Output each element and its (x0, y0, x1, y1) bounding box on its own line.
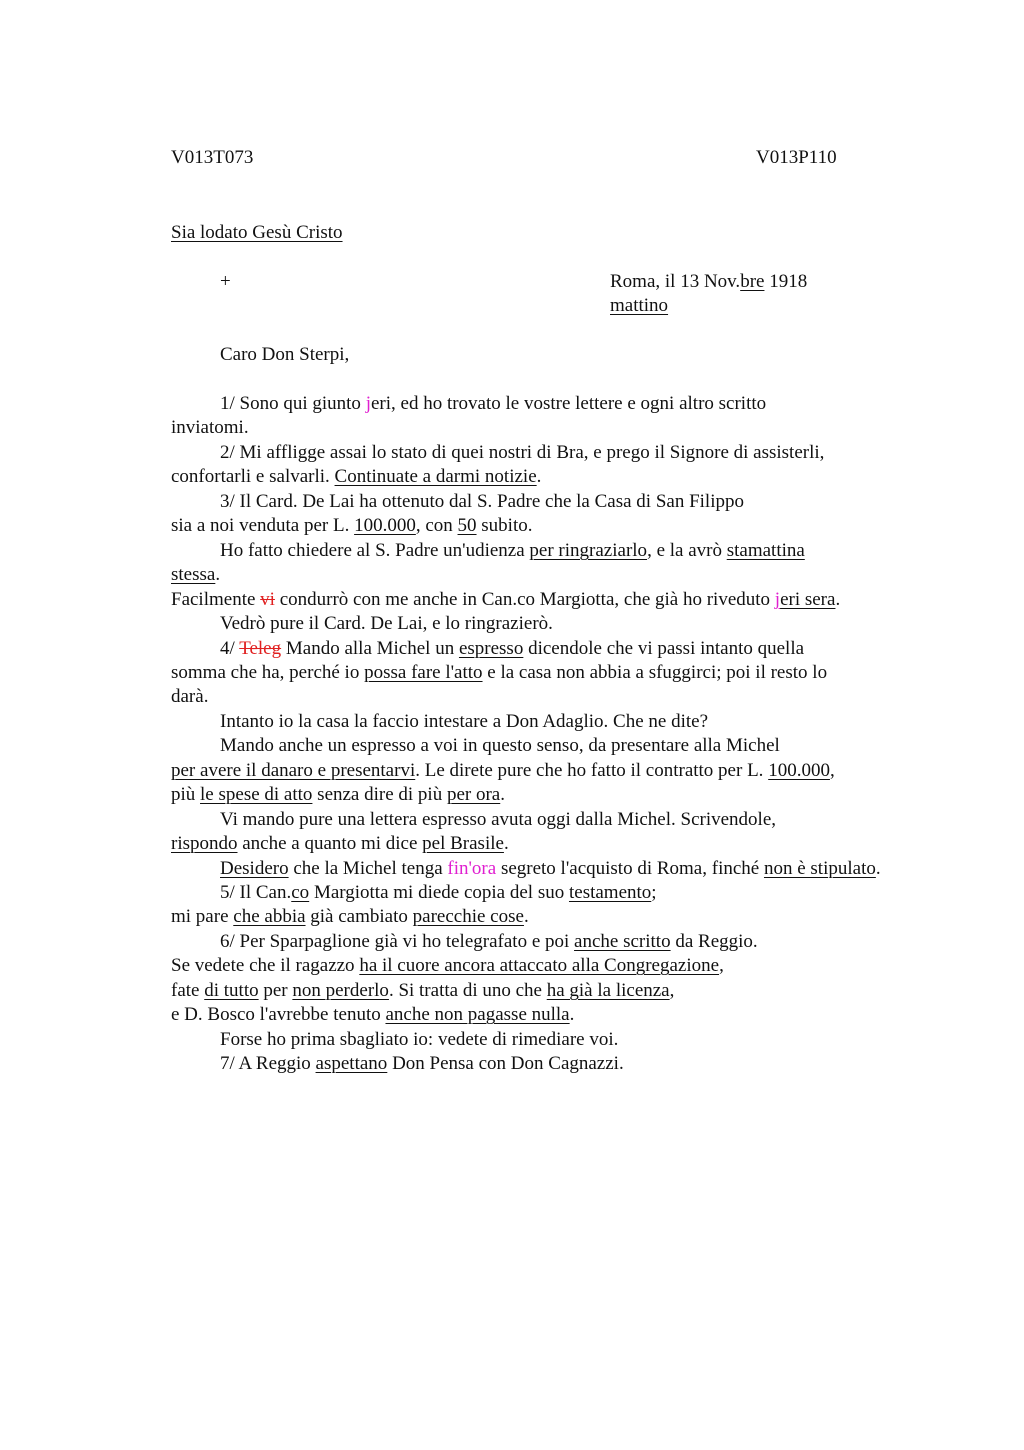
letter-line (171, 685, 208, 709)
document-code-left: V013T073 (171, 147, 254, 168)
letter-line (220, 539, 805, 563)
line-segment: per (258, 980, 293, 1001)
line-segment: Intanto io la casa la faccio intestare a Don Adaglio. Che ne dite? (220, 711, 709, 732)
line-segment: mi pare (171, 906, 234, 927)
letter-line (171, 759, 835, 783)
line-segment: . (569, 1004, 575, 1025)
line-segment: , (669, 980, 675, 1001)
line-segment: pel Brasile (422, 833, 504, 854)
document-code-right: V013P110 (756, 147, 837, 168)
line-segment: espresso (458, 638, 524, 659)
letter-line (171, 783, 505, 807)
line-segment: . (500, 784, 505, 805)
line-segment: anche scritto (574, 931, 671, 952)
letter-line (171, 563, 220, 587)
letter-line (220, 710, 708, 734)
letter-line (171, 465, 541, 489)
line-segment: eri sera (780, 589, 836, 610)
line-segment: ha il cuore ancora attaccato alla Congregazione (359, 955, 720, 976)
letter-line (171, 661, 827, 685)
letter-line (220, 490, 744, 514)
letter-line (171, 588, 840, 612)
line-segment: fate (171, 980, 205, 1001)
line-segment: possa fare l'atto (364, 662, 483, 683)
line-segment: j (774, 589, 781, 610)
line-segment: Facilmente (171, 589, 261, 610)
line-segment: j (365, 393, 371, 414)
line-segment: non perderlo (292, 980, 389, 1001)
line-segment: Se vedete che il ragazzo (171, 955, 360, 976)
line-segment: , e la avrò (647, 540, 727, 561)
line-segment: 1/ Sono qui giunto (220, 393, 366, 414)
line-segment: anche a quanto mi dice (237, 833, 423, 854)
line-segment: le spese di atto (200, 784, 313, 805)
salutation: Caro Don Sterpi, (220, 344, 350, 365)
line-segment: stamattina (726, 540, 805, 561)
dateline (610, 270, 807, 294)
line-segment: Margiotta mi diede copia del suo (309, 882, 569, 903)
dateline-place-date: Roma, il 13 Nov. (610, 271, 741, 292)
line-segment: 4/ (220, 638, 240, 659)
line-segment: somma che ha, perché io (171, 662, 365, 683)
dateline-time: mattino (610, 295, 669, 316)
line-segment: 3/ Il Card. De Lai ha ottenuto dal S. Padre che la Casa di San Filippo (220, 491, 744, 512)
invocation-line: Sia lodato Gesù Cristo (171, 222, 343, 243)
line-segment: Desidero (220, 858, 289, 879)
line-segment: eri, ed ho trovato le vostre lettere e ogni altro scritto (370, 393, 767, 414)
letter-line (171, 514, 532, 538)
line-segment: fin'ora (447, 858, 497, 879)
line-segment: senza dire di più (312, 784, 447, 805)
line-segment: di tutto (204, 980, 259, 1001)
line-segment: testamento (568, 882, 652, 903)
line-segment: subito. (476, 515, 533, 536)
line-segment: stessa (171, 564, 216, 585)
line-segment: condurrò con me anche in Can.co Margiotta, che già ho riveduto (274, 589, 775, 610)
letter-line (220, 734, 780, 758)
line-segment: 100.000 (768, 760, 830, 781)
letter-line (220, 441, 824, 465)
letter-line (220, 1052, 624, 1076)
dateline-month-suffix: bre (740, 271, 765, 292)
line-segment: Don Pensa con Don Cagnazzi. (387, 1053, 624, 1074)
line-segment: , (829, 760, 835, 781)
line-segment: ; (651, 882, 657, 903)
letter-line (171, 416, 249, 440)
letter-line (220, 881, 657, 905)
line-segment: per ora (446, 784, 501, 805)
line-segment: . (523, 906, 529, 927)
line-segment: aspettano (315, 1053, 388, 1074)
line-segment: già cambiato (305, 906, 413, 927)
line-segment: rispondo (171, 833, 238, 854)
letter-line (171, 954, 724, 978)
line-segment: sia a noi venduta per L. (171, 515, 355, 536)
line-segment: dicendole che vi passi intanto quella (523, 638, 805, 659)
letter-line (220, 808, 776, 832)
line-segment: e D. Bosco l'avrebbe tenuto (171, 1004, 386, 1025)
line-segment: e la casa non abbia a sfuggirci; poi il resto lo (482, 662, 828, 683)
line-segment: . (215, 564, 221, 585)
cross-mark: + (220, 271, 231, 292)
line-segment: darà. (171, 686, 209, 707)
line-segment: non è stipulato (763, 858, 876, 879)
line-segment: per avere il danaro e presentarvi (171, 760, 416, 781)
line-segment: Continuate a darmi notizie (334, 466, 537, 487)
line-segment: Ho fatto chiedere al S. Padre un'udienza (220, 540, 530, 561)
line-segment: segreto l'acquisto di Roma, finché (496, 858, 764, 879)
line-segment: 5/ Il Can. (220, 882, 292, 903)
line-segment: . Le direte pure che ho fatto il contratto per L. (415, 760, 769, 781)
letter-line (220, 392, 766, 416)
line-segment: Mando anche un espresso a voi in questo senso, da presentare alla Michel (220, 735, 780, 756)
line-segment: 6/ Per Sparpaglione già vi ho telegrafato e poi (220, 931, 575, 952)
line-segment: , con (415, 515, 458, 536)
letter-line (171, 905, 529, 929)
line-segment: Mando alla Michel un (281, 638, 459, 659)
letter-line (171, 979, 674, 1003)
line-segment: confortarli e salvarli. (171, 466, 335, 487)
letter-line (220, 1028, 618, 1052)
line-segment: 50 (457, 515, 477, 536)
dateline-year: 1918 (764, 271, 808, 292)
letter-line (220, 637, 804, 661)
letter-line (171, 832, 509, 856)
line-segment: anche non pagasse nulla (385, 1004, 570, 1025)
line-segment: Forse ho prima sbagliato io: vedete di rimediare voi. (220, 1029, 619, 1050)
letter-line (220, 612, 553, 636)
line-segment: 2/ Mi affligge assai lo stato di quei nostri di Bra, e prego il Signore di assisterli, (220, 442, 825, 463)
line-segment: da Reggio. (670, 931, 758, 952)
line-segment: per ringraziarlo (529, 540, 648, 561)
line-segment: che la Michel tenga (288, 858, 448, 879)
letter-line (171, 1003, 574, 1027)
line-segment: Vi mando pure una lettera espresso avuta oggi dalla Michel. Scrivendole, (220, 809, 777, 830)
line-segment: Vedrò pure il Card. De Lai, e lo ringrazierò. (220, 613, 553, 634)
line-segment: 7/ A Reggio (220, 1053, 316, 1074)
struck-text: Teleg (239, 638, 282, 659)
line-segment: co (291, 882, 310, 903)
line-segment: parecchie cose (412, 906, 524, 927)
line-segment: , (719, 955, 724, 976)
line-segment: più (171, 784, 201, 805)
letter-line (220, 930, 758, 954)
letter-line (220, 857, 881, 881)
line-segment: . (875, 858, 881, 879)
line-segment: ha già la licenza (546, 980, 670, 1001)
line-segment: . (536, 466, 542, 487)
line-segment: . Si tratta di uno che (388, 980, 547, 1001)
line-segment: inviatomi. (171, 417, 249, 438)
line-segment: . (503, 833, 509, 854)
line-segment: che abbia (233, 906, 306, 927)
struck-text: vi (260, 589, 275, 610)
line-segment: 100.000 (354, 515, 416, 536)
line-segment: . (835, 589, 841, 610)
